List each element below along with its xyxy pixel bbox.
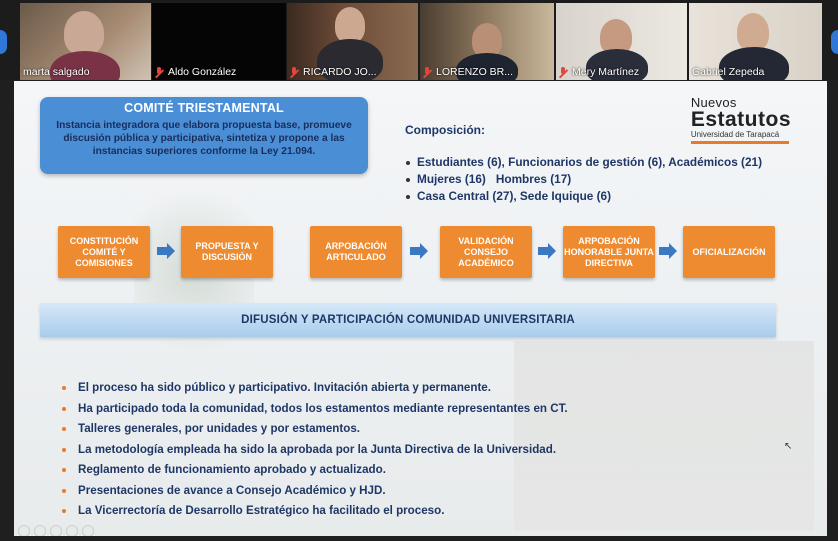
participant-tile[interactable] — [20, 3, 151, 80]
bullet-icon — [62, 448, 66, 452]
participant-strip — [0, 0, 838, 80]
bullet-icon — [62, 509, 66, 513]
participant-name: marta salgado — [23, 66, 90, 78]
participant-label — [290, 66, 377, 78]
arrow-right-icon — [156, 241, 176, 261]
participant-name: Gabriel Zepeda — [692, 66, 765, 78]
process-step: CONSTITUCIÓN COMITÉ Y COMISIONES — [58, 226, 150, 278]
arrow-right-icon — [409, 241, 429, 261]
estatutos-logo — [691, 95, 791, 144]
participant-label — [23, 66, 90, 78]
point-text: La metodología empleada ha sido la aprobada por la Junta Directiva de la Universidad. — [78, 442, 557, 456]
participant-label — [559, 66, 639, 78]
bullet-icon — [406, 161, 410, 165]
process-step: PROPUESTA Y DISCUSIÓN — [181, 226, 273, 278]
participant-label — [155, 66, 236, 78]
pen-icon[interactable] — [50, 525, 62, 536]
shared-slide — [14, 81, 827, 536]
participant-tile[interactable] — [556, 3, 687, 80]
slide-controls — [18, 525, 94, 536]
bullet-icon — [406, 178, 410, 182]
point-text: La Vicerrectoría de Desarrollo Estratégico ha facilitado el proceso. — [78, 504, 445, 517]
bullet-icon — [62, 489, 66, 493]
muted-mic-icon — [155, 67, 164, 78]
process-step: ARPOBACIÓN ARTICULADO — [310, 226, 402, 278]
participant-name: RICARDO JO... — [303, 66, 377, 78]
logo-accent-bar — [691, 141, 789, 144]
participant-tile[interactable] — [152, 3, 286, 80]
composition-text: Casa Central (27), Sede Iquique (6) — [417, 189, 612, 203]
process-step: ARPOBACIÓN HONORABLE JUNTA DIRECTIVA — [563, 226, 655, 278]
bullet-icon — [62, 468, 66, 472]
section-banner: DIFUSIÓN Y PARTICIPACIÓN COMUNIDAD UNIVERSITARIA — [40, 303, 776, 337]
list-item — [62, 501, 568, 522]
composition-item — [406, 171, 762, 188]
point-text: Presentaciones de avance a Consejo Académico y HJD. — [78, 483, 386, 497]
more-options-icon[interactable] — [82, 525, 94, 536]
participant-tile[interactable] — [420, 3, 554, 80]
zoom-icon[interactable] — [66, 525, 78, 536]
list-item — [62, 378, 568, 399]
previous-slide-icon[interactable] — [18, 525, 30, 536]
composition-item — [406, 188, 762, 205]
points-list — [62, 378, 568, 522]
process-step: OFICIALIZACIÓN — [683, 226, 775, 278]
point-text: El proceso ha sido público y participativo. Invitación abierta y permanente. — [78, 381, 491, 394]
list-item — [62, 440, 568, 461]
composition-text: Mujeres (16) — [417, 172, 486, 186]
list-item — [62, 399, 568, 420]
committee-title: COMITÉ TRIESTAMENTAL — [124, 101, 284, 115]
list-item — [62, 481, 568, 502]
muted-mic-icon — [559, 67, 568, 78]
participant-name: Mery Martínez — [572, 66, 640, 78]
bullet-icon — [62, 407, 66, 411]
composition-text: Estudiantes (6), Funcionarios de gestión (6), Académicos (21) — [417, 155, 763, 169]
next-slide-icon[interactable] — [34, 525, 46, 536]
composition-list — [406, 154, 762, 205]
process-step: VALIDACIÓN CONSEJO ACADÉMICO — [440, 226, 532, 278]
bullet-icon — [62, 386, 66, 390]
previous-page-button[interactable] — [0, 30, 7, 54]
muted-mic-icon — [423, 67, 432, 78]
participant-tile[interactable] — [689, 3, 822, 80]
participant-tile[interactable] — [287, 3, 418, 80]
participant-name: Aldo González — [168, 66, 237, 78]
logo-top-text: Nuevos — [690, 95, 737, 110]
list-item — [62, 419, 568, 440]
arrow-right-icon — [537, 241, 557, 261]
mouse-cursor-icon: ↖ — [784, 441, 793, 452]
point-text: Talleres generales, por unidades y por estamentos. — [78, 422, 360, 435]
composition-item — [406, 154, 762, 171]
next-page-button[interactable] — [831, 30, 838, 54]
list-item — [62, 460, 568, 481]
composition-title: Composición: — [405, 123, 485, 137]
arrow-right-icon — [658, 241, 678, 261]
logo-sub-text: Universidad de Tarapacá — [690, 130, 780, 139]
logo-main-text: Estatutos — [690, 108, 791, 131]
bullet-icon — [62, 427, 66, 431]
point-text: Ha participado toda la comunidad, todos los estamentos mediante representantes en CT. — [78, 401, 568, 415]
participant-name: LORENZO BR... — [436, 66, 514, 78]
composition-text: Hombres (17) — [495, 172, 572, 186]
participant-label — [692, 66, 764, 78]
participant-label — [423, 66, 513, 78]
point-text: Reglamento de funcionamiento aprobado y actualizado. — [78, 463, 386, 476]
committee-description: Instancia integradora que elabora propuesta base, promueve discusión pública y participativa, sintetiza y propone a las instancias superiores conforme la Ley 21.094. — [56, 120, 352, 157]
committee-box — [40, 97, 368, 174]
muted-mic-icon — [290, 67, 299, 78]
bullet-icon — [406, 195, 410, 199]
